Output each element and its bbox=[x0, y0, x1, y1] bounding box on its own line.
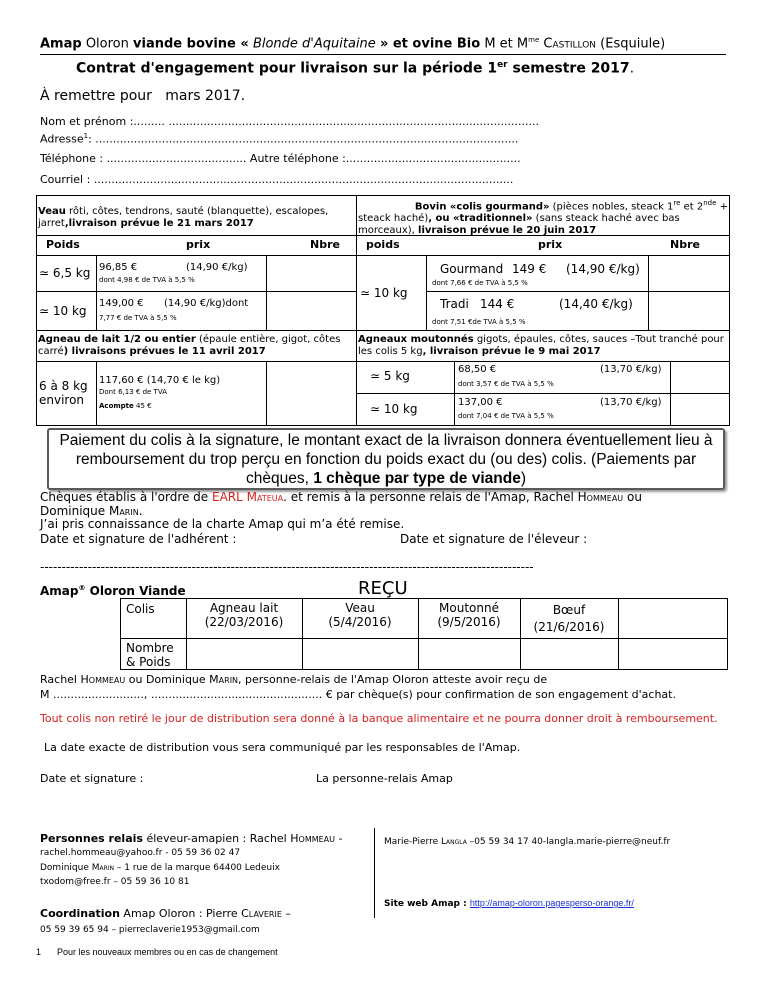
charte-text: J’ai pris connaissance de la charte Amap qui m’a été remise. bbox=[40, 517, 405, 531]
adresse-footnote-ref: 1 bbox=[83, 132, 89, 140]
bovin-col-prix: prix bbox=[538, 238, 563, 251]
rachel-email[interactable]: rachel.hommeau@yahoo.fr - 05 59 36 02 47 bbox=[40, 848, 241, 858]
m-et-m: M et M bbox=[484, 36, 529, 52]
mp-a: Marie-Pierre L bbox=[384, 837, 446, 847]
agneau-acompte bbox=[99, 402, 152, 410]
bovin-desc2c: (sans steack haché avec bas bbox=[532, 213, 680, 225]
veau-row2-prixkg: (14,90 €/kg)dont bbox=[164, 298, 249, 309]
pr-line bbox=[40, 832, 342, 845]
moutonnes-header bbox=[358, 334, 728, 358]
castillon-name: Castillon bbox=[543, 36, 597, 52]
attest1b: ommeau bbox=[88, 673, 126, 686]
veau-row1-nbre[interactable] bbox=[266, 255, 356, 292]
bovin-gourmand-nbre[interactable] bbox=[648, 255, 730, 292]
paiement-line2: remboursement du trop perçu en fonction du poids exact du (ou des) colis. (Paiements par bbox=[75, 451, 697, 468]
title-sup: er bbox=[497, 60, 508, 70]
bovin-tradi-prix: 144 € bbox=[480, 297, 515, 311]
veau-col-poids: Poids bbox=[46, 238, 80, 251]
bovin-label: Bovin «colis gourmand» bbox=[414, 201, 550, 213]
bovin-header-rule bbox=[356, 235, 730, 236]
date-note: La date exacte de distribution vous sera communiqué par les responsables de l'Amap. bbox=[44, 741, 521, 754]
recu-amap: Amap bbox=[40, 584, 79, 598]
veau-row1-prix: 96,85 € bbox=[99, 262, 138, 273]
recu-attest2[interactable]: M .........................., ................................................. € par chèque(s) pour confirmation de son engagement d'achat. bbox=[40, 688, 676, 701]
dominique-b: arin bbox=[99, 863, 115, 873]
pierre-contact[interactable]: 05 59 39 65 94 – pierreclaverie1953@gmail.com bbox=[40, 925, 260, 935]
telephone-field[interactable]: Téléphone : ........................................ Autre téléphone :.................................................. bbox=[40, 152, 521, 165]
recu-cell-veau[interactable] bbox=[302, 638, 418, 670]
viande-bovine-label: viande bovine « bbox=[133, 36, 249, 52]
bovin-desc2a: steack haché) bbox=[358, 213, 429, 225]
bovin-tradi-name: Tradi bbox=[440, 297, 469, 311]
paiement-line3b: 1 chèque par type de viande bbox=[313, 470, 521, 487]
agneau-desc: (épaule entière, gigot, côtes carré bbox=[38, 334, 341, 357]
cheques-c: ou bbox=[623, 490, 642, 504]
bovin-poids: ≃ 10 kg bbox=[360, 286, 408, 300]
earl-label: EARL M bbox=[212, 490, 257, 504]
header-rule bbox=[40, 54, 726, 55]
coord-b: laverie bbox=[248, 907, 282, 920]
pr-dash: - bbox=[335, 832, 343, 845]
veau-row2-prix: 149,00 € bbox=[99, 298, 144, 309]
contacts-divider bbox=[374, 828, 375, 918]
mateua-label: ateua bbox=[256, 490, 284, 504]
bovin-desc3a: morceaux), bbox=[358, 225, 419, 237]
bovin-col-line1 bbox=[426, 255, 427, 330]
paiement-line3a: chèques, bbox=[246, 470, 314, 487]
veau-col-nbre: Nbre bbox=[310, 238, 340, 251]
oloron-label: Oloron bbox=[85, 36, 129, 52]
me-sup: me bbox=[528, 36, 540, 44]
amap-label: Amap bbox=[40, 36, 82, 52]
site-url-link[interactable]: http://amap-oloron.pagesperso-orange.fr/ bbox=[469, 898, 634, 908]
moutonnes-row2-prixkg: (13,70 €/kg) bbox=[600, 397, 662, 408]
footnote-number: 1 bbox=[36, 947, 42, 957]
bovin-sup2: nde bbox=[703, 199, 717, 207]
mid-table-rule bbox=[36, 330, 730, 331]
hommeau-name: ommeau bbox=[586, 490, 624, 504]
bovin-sup1: re bbox=[673, 199, 681, 207]
moutonnes-row1-tva: dont 3,57 € de TVA à 5,5 % bbox=[458, 380, 554, 388]
agneau-header-rule bbox=[36, 361, 730, 362]
dominique-line bbox=[40, 863, 280, 873]
moutonnes-row2-nbre[interactable] bbox=[670, 393, 730, 426]
pr-label: Personnes relais bbox=[40, 832, 143, 845]
acompte-value: 45 € bbox=[133, 402, 152, 410]
cheques-a: Chèques établis à l'ordre de bbox=[40, 490, 212, 504]
bovin-header bbox=[358, 197, 728, 237]
courriel-field[interactable]: Courriel : ........................................................................................................................ bbox=[40, 173, 514, 186]
bovin-desc2b: , ou «traditionnel» bbox=[428, 213, 533, 225]
bovin-tradi-tva: dont 7,51 €de TVA à 5,5 % bbox=[432, 318, 526, 326]
agneau-tva: Dont 6,13 € de TVA bbox=[99, 388, 167, 396]
recu-amap-label bbox=[40, 584, 186, 598]
nom-field[interactable]: Nom et prénom :......... .......................................................................................................... bbox=[40, 115, 540, 128]
moutonnes-desc: gigots, épaules, côtes, sauces –Tout tranché pour les colis 5 kg bbox=[358, 334, 724, 357]
sig-adherent: Date et signature de l'adhérent : bbox=[40, 532, 237, 546]
recu-col-veau: Veau (5/4/2016) bbox=[328, 601, 392, 629]
bovin-gourmand-name: Gourmand bbox=[440, 262, 504, 276]
agneau-nbre[interactable] bbox=[266, 361, 356, 426]
bovin-desc1: (pièces nobles, steack 1 bbox=[549, 201, 674, 213]
bovin-col-poids: poids bbox=[366, 238, 400, 251]
dominique-a: Dominique M bbox=[40, 863, 100, 873]
moutonnes-row1-prixkg: (13,70 €/kg) bbox=[600, 364, 662, 375]
veau-label: Veau bbox=[38, 206, 66, 217]
title-end: semestre 2017 bbox=[507, 60, 630, 77]
bovin-desc1b: et 2 bbox=[680, 201, 704, 213]
agneau-livraison: ) livraisons prévues le 11 avril 2017 bbox=[63, 346, 266, 357]
moutonnes-title: Agneaux moutonnés bbox=[358, 334, 474, 345]
recu-title: REÇU bbox=[358, 578, 408, 599]
site-label: Site web Amap : bbox=[384, 899, 470, 909]
attest1c: ou Dominique M bbox=[125, 673, 219, 686]
acompte-label: Acompte bbox=[99, 402, 134, 410]
txodom-email[interactable]: txodom@free.fr – 05 59 36 10 81 bbox=[40, 877, 190, 887]
veau-row1-prixkg: (14,90 €/kg) bbox=[186, 262, 248, 273]
mp-b: angla bbox=[446, 837, 467, 847]
paiement-line3c: ) bbox=[520, 470, 526, 487]
veau-desc: rôti, côtes, tendrons, sauté (blanquette), escalopes, jarret bbox=[38, 206, 329, 229]
esquiule-label: (Esquiule) bbox=[600, 36, 666, 52]
marin-name: arin bbox=[119, 504, 139, 518]
recu-attest1 bbox=[40, 673, 547, 686]
agneau-poids: 6 à 8 kg environ bbox=[39, 379, 88, 407]
bovin-gourmand-tva: dont 7,66 € de TVA à 5,5 % bbox=[432, 279, 528, 287]
bovin-livraison: livraison prévue le 20 juin 2017 bbox=[418, 225, 597, 237]
bovin-col-nbre: Nbre bbox=[670, 238, 700, 251]
recu-col-boeuf: Bœuf (21/6/2016) bbox=[533, 603, 605, 634]
recu-cell-extra[interactable] bbox=[618, 598, 728, 670]
moutonnes-row1-poids: ≃ 5 kg bbox=[370, 369, 410, 383]
personne-relais-label: La personne-relais Amap bbox=[316, 772, 453, 785]
date-signature: Date et signature : bbox=[40, 772, 144, 785]
veau-header bbox=[38, 206, 354, 230]
coord-label: Coordination bbox=[40, 907, 120, 920]
moutonnes-livraison: , livraison prévue le 9 mai 2017 bbox=[422, 346, 601, 357]
red-note: Tout colis non retiré le jour de distribution sera donné à la banque alimentaire et ne pourra donner droit à remboursement. bbox=[40, 712, 718, 725]
agneau-title: Agneau de lait 1/2 ou entier bbox=[38, 334, 196, 345]
adresse-dots: : ......................................................................................................................... bbox=[88, 132, 519, 146]
cheques-e: . bbox=[138, 504, 143, 518]
veau-row2-poids: ≃ 10 kg bbox=[39, 304, 87, 318]
pr-hommeau: ommeau bbox=[298, 832, 335, 845]
ovine-label: » et ovine Bio bbox=[379, 36, 481, 52]
bovin-gourmand-prixkg: (14,90 €/kg) bbox=[566, 262, 640, 276]
page-title bbox=[76, 60, 634, 77]
cheques-b: . et remis à la personne relais de l'Amap, Rachel H bbox=[283, 490, 587, 504]
attest1e: , personne-relais de l'Amap Oloron atteste avoir reçu de bbox=[238, 673, 548, 686]
cheques-text bbox=[40, 490, 740, 518]
recu-cell-moutonne[interactable] bbox=[418, 638, 520, 670]
title-dot: . bbox=[629, 60, 635, 77]
adresse-label: Adresse bbox=[40, 132, 84, 146]
bovin-line1 bbox=[358, 197, 728, 213]
bovin-tradi-prixkg: (14,40 €/kg) bbox=[559, 297, 633, 311]
moutonnes-row1-nbre[interactable] bbox=[670, 361, 730, 393]
coord-dash: – bbox=[281, 907, 291, 920]
recu-col-moutonne: Moutonné (9/5/2016) bbox=[437, 601, 501, 629]
recu-oloron: Oloron Viande bbox=[85, 584, 186, 598]
recu-reg: ® bbox=[78, 584, 86, 592]
veau-row1-tva: dont 4,98 € de TVA à 5,5 % bbox=[99, 276, 195, 284]
attest1a: Rachel H bbox=[40, 673, 89, 686]
cut-separator: ------------------------------------------------------------------------------------------------------------------ bbox=[40, 560, 534, 574]
coord-text: Amap Oloron : Pierre C bbox=[119, 907, 249, 920]
mp-c: –05 59 34 17 40-langla.marie-pierre@neuf.fr bbox=[466, 837, 671, 847]
moutonnes-row1-prix: 68,50 € bbox=[458, 364, 497, 375]
recu-col-colis: Colis bbox=[126, 602, 155, 616]
veau-row1-poids: ≃ 6,5 kg bbox=[39, 266, 91, 280]
recu-col-agneau: Agneau lait (22/03/2016) bbox=[204, 601, 284, 629]
footnote-text: Pour les nouveaux membres ou en cas de changement bbox=[57, 947, 278, 957]
blonde-label: Blonde d'Aquitaine bbox=[252, 36, 376, 52]
agneau-prix: 117,60 € (14,70 € le kg) bbox=[99, 375, 221, 386]
recu-cell-boeuf[interactable] bbox=[520, 638, 618, 670]
cheques-d: Dominique M bbox=[40, 504, 120, 518]
moutonnes-row2-poids: ≃ 10 kg bbox=[370, 402, 418, 416]
recu-cell-agneau[interactable] bbox=[186, 638, 302, 670]
veau-header-rule bbox=[36, 235, 356, 236]
moutonnes-row2-prix: 137,00 € bbox=[458, 397, 503, 408]
dominique-c: – 1 rue de la marque 64400 Ledeuix bbox=[114, 863, 280, 873]
bovin-line2 bbox=[358, 213, 728, 225]
recu-row-nombre: Nombre & Poids bbox=[126, 641, 174, 669]
bovin-tradi-nbre[interactable] bbox=[648, 292, 730, 330]
veau-row2-nbre[interactable] bbox=[266, 292, 356, 330]
veau-col-prix: prix bbox=[186, 238, 211, 251]
paiement-line3 bbox=[49, 469, 723, 488]
veau-row2-tva: 7,77 € de TVA à 5,5 % bbox=[99, 314, 177, 322]
marie-pierre-line bbox=[384, 837, 670, 847]
bovin-gourmand-prix: 149 € bbox=[512, 262, 547, 276]
agneau-header bbox=[38, 334, 354, 358]
pr-text: éleveur-amapien : Rachel H bbox=[142, 832, 299, 845]
sig-eleveur: Date et signature de l'éleveur : bbox=[400, 532, 588, 546]
bovin-desc1c: + bbox=[716, 201, 728, 213]
site-web-line bbox=[384, 898, 634, 909]
attest1d: arin bbox=[218, 673, 239, 686]
title-main: Contrat d'engagement pour livraison sur la période 1 bbox=[76, 60, 498, 77]
coord-line bbox=[40, 907, 291, 920]
paiement-box bbox=[47, 428, 725, 490]
moutonnes-row2-tva: dont 7,04 € de TVA à 5,5 % bbox=[458, 412, 554, 420]
veau-col-line1 bbox=[96, 255, 97, 330]
veau-livraison: ,livraison prévue le 21 mars 2017 bbox=[64, 218, 254, 229]
table-center-line bbox=[356, 195, 357, 426]
header-line bbox=[40, 36, 665, 51]
remettre-text: À remettre pour mars 2017. bbox=[40, 88, 246, 104]
paiement-line1: Paiement du colis à la signature, le montant exact de la livraison donnera éventuellement lieu à bbox=[59, 432, 713, 449]
adresse-field[interactable] bbox=[40, 132, 518, 146]
